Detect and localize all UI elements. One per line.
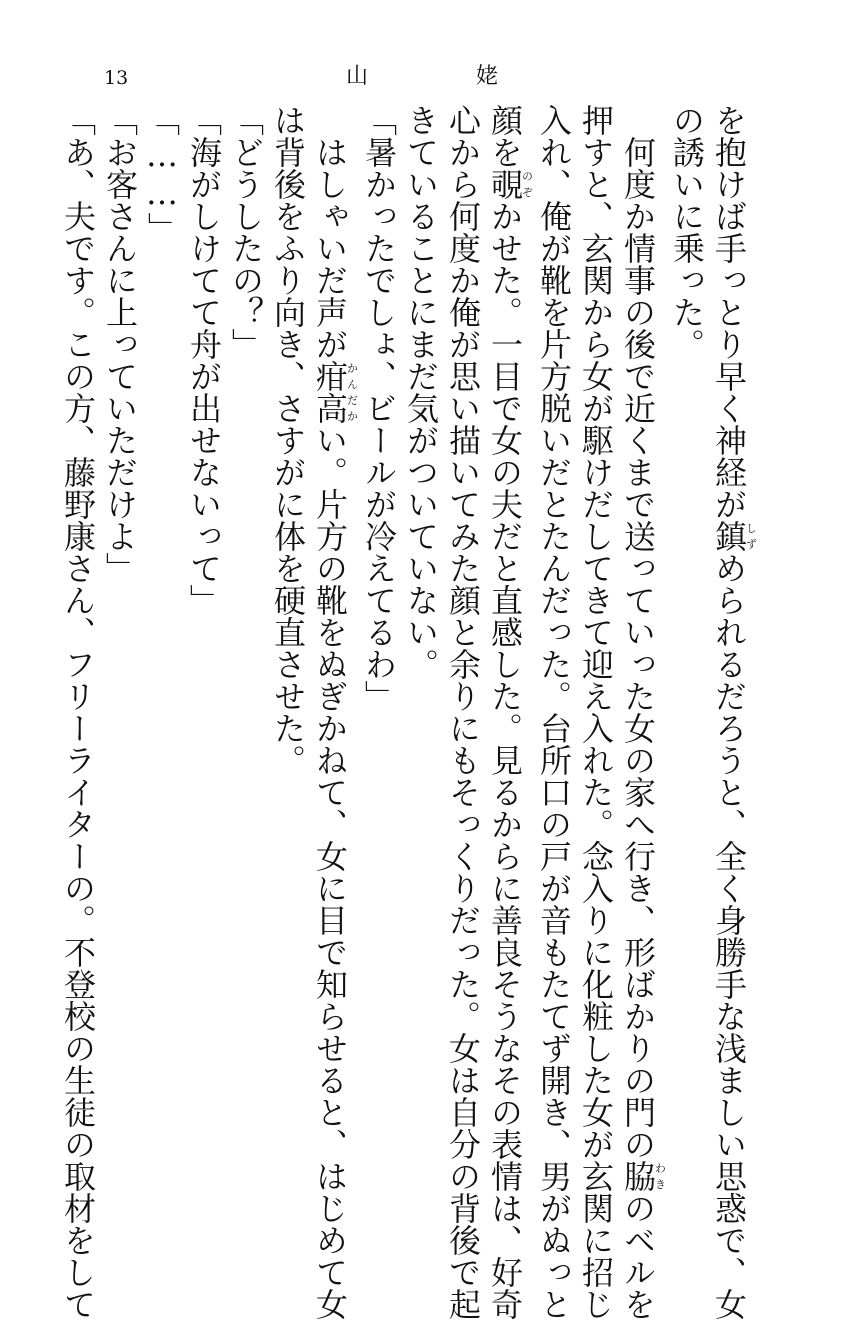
text-column-8: きていることにまだ気がついていない。 bbox=[402, 104, 440, 680]
text-column-9: 「暑かったでしょ、ビールが冷えてるわ」 bbox=[360, 104, 398, 712]
text-column-14: 「……」 bbox=[143, 104, 181, 244]
text-column-2: の誘いに乗った。 bbox=[668, 104, 706, 360]
ruby-reading: しず bbox=[744, 520, 758, 552]
ruby-base: 鎮 bbox=[710, 520, 748, 552]
ruby-base: 覗 bbox=[486, 168, 524, 200]
body-text bbox=[59, 104, 758, 1320]
text-column-1: を抱けば手っとり早く神経が鎮しずめられるだろうと、全く身勝手な浅ましい思惑で、女 bbox=[710, 104, 758, 1320]
page-number: 13 bbox=[104, 67, 129, 89]
ruby-base: 疳高 bbox=[311, 360, 349, 424]
text-column-15: 「お客さんに上っていただけよ」 bbox=[101, 104, 139, 584]
text-column-13: 「海がしけてて舟が出せないって」 bbox=[185, 104, 223, 616]
furigana-ruby bbox=[486, 168, 534, 200]
text-column-3: 何度か情事の後で近くまで送っていった女の家へ行き、形ばかりの門の脇わきのベルを bbox=[619, 136, 667, 1320]
text-column-16: 「あ、夫です。この方、藤野康さん、フリーライターの。不登校の生徒の取材をして bbox=[59, 104, 97, 1320]
ruby-base: 脇 bbox=[619, 1160, 657, 1192]
text-column-4: 押すと、玄関から女が駆けだしてきて迎え入れた。念入りに化粧した女が玄関に招じ bbox=[577, 104, 615, 1320]
text-column-7: 心から何度か俺が思い描いてみた顔と余りにもそっくりだった。女は自分の背後で起 bbox=[444, 104, 482, 1320]
ruby-reading: のぞ bbox=[520, 168, 534, 200]
text-column-10: はしゃいだ声が疳高かんだかい。片方の靴をぬぎかねて、女に目で知らせると、はじめて女 bbox=[311, 136, 359, 1320]
ruby-reading: かんだか bbox=[345, 360, 359, 424]
furigana-ruby bbox=[619, 1160, 667, 1192]
furigana-ruby bbox=[710, 520, 758, 552]
text-column-5: 入れ、俺が靴を片方脱いだとたんだった。台所口の戸が音もたてず開き、男がぬっと bbox=[535, 104, 573, 1320]
text-column-11: は背後をふり向き、さすがに体を硬直させた。 bbox=[269, 104, 307, 776]
running-title: 山姥 bbox=[346, 64, 607, 89]
furigana-ruby bbox=[311, 360, 359, 424]
text-column-6: 顔を覗のぞかせた。一目で女の夫だと直感した。見るからに善良そうなその表情は、好奇 bbox=[486, 104, 534, 1320]
ruby-reading: わき bbox=[653, 1160, 667, 1192]
text-column-12: 「どうしたの？」 bbox=[227, 104, 265, 360]
